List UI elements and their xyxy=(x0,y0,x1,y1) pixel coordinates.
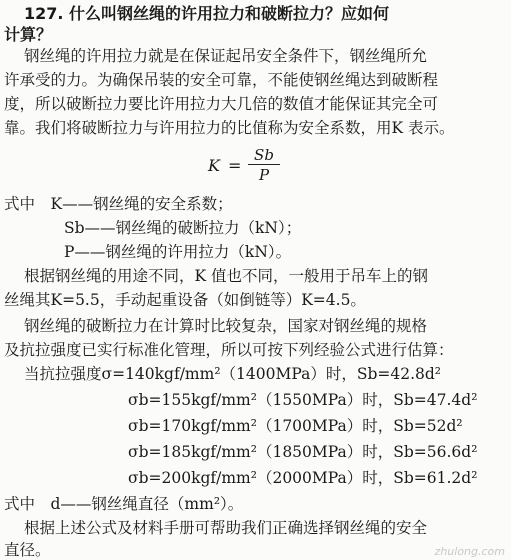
paragraph-2-line-1: 根据钢丝绳的用途不同，K 值也不同，一般用于吊车上的钢 xyxy=(24,267,429,285)
formula-equals: = xyxy=(228,156,242,175)
paragraph-1-line-2: 许承受的力。为确保吊装的安全可靠，不能使钢丝绳达到破断程 xyxy=(4,71,439,89)
where-p-line: P——钢丝绳的许用拉力（kN）。 xyxy=(64,243,292,261)
question-title-line2: 计算？ xyxy=(4,25,53,44)
strength-case-1700: σb=170kgf/mm²（1700MPa）时，Sb=52d² xyxy=(128,417,463,435)
strength-case-1850: σb=185kgf/mm²（1850MPa）时，Sb=56.6d² xyxy=(128,443,478,461)
paragraph-2-line-2: 丝绳其K=5.5，手动起重设备（如倒链等）K=4.5。 xyxy=(4,291,366,309)
paragraph-1-line-3: 度，所以破断拉力要比许用拉力大几倍的数值才能保证其完全可 xyxy=(4,95,439,113)
paragraph-1-line-1: 钢丝绳的许用拉力就是在保证起吊安全条件下，钢丝绳所允 xyxy=(24,47,428,65)
paragraph-4-line-1: 根据上述公式及材料手册可帮助我们正确选择钢丝绳的安全 xyxy=(24,519,428,537)
paragraph-1-line-4: 靠。我们将破断拉力与许用拉力的比值称为安全系数，用K 表示。 xyxy=(4,119,455,137)
watermark: zhulong.com xyxy=(434,545,505,558)
strength-case-1550: σb=155kgf/mm²（1550MPa）时，Sb=47.4d² xyxy=(128,391,478,409)
where-k-line: 式中 K——钢丝绳的安全系数； xyxy=(4,195,233,213)
formula-denominator: P xyxy=(258,166,270,184)
safety-factor-formula xyxy=(0,146,511,190)
where-d-line: 式中 d——钢丝绳直径（mm²）。 xyxy=(4,495,244,513)
formula-numerator: Sb xyxy=(248,146,280,165)
where-sb-line: Sb——钢丝绳的破断拉力（kN）； xyxy=(64,219,302,237)
paragraph-3-line-1: 钢丝绳的破断拉力在计算时比较复杂，国家对钢丝绳的规格 xyxy=(24,317,428,335)
formula-fraction xyxy=(248,146,280,185)
formula-lhs: K xyxy=(208,156,220,175)
question-title-line1: 127. 什么叫钢丝绳的许用拉力和破断拉力？应如何 xyxy=(24,4,390,23)
strength-case-2000: σb=200kgf/mm²（2000MPa）时，Sb=61.2d² xyxy=(128,469,478,487)
strength-case-1400: 当抗拉强度σ=140kgf/mm²（1400MPa）时，Sb=42.8d² xyxy=(24,365,442,383)
paragraph-4-line-2: 直径。 xyxy=(4,541,51,559)
paragraph-3-line-2: 及抗拉强度已实行标准化管理，所以可按下列经验公式进行估算： xyxy=(4,341,454,359)
